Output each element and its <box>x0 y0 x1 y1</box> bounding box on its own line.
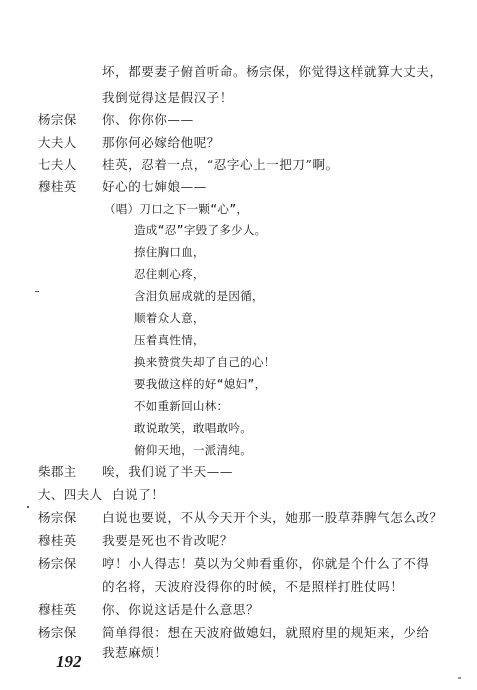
continued-line-2: 我倒觉得这是假汉子！ <box>102 90 234 105</box>
scan-speck <box>27 506 29 508</box>
song-verse: 俯仰天地，一派清纯。 <box>134 443 252 457</box>
dialogue-text: 那你何必嫁给他呢？ <box>102 135 220 150</box>
speaker-mu-guiying: 穆桂英 <box>38 602 77 617</box>
song-cue: （唱）刀口之下一颗“心”， <box>104 202 249 216</box>
speaker-chai-junzhu: 柴郡主 <box>38 464 77 479</box>
scan-speck <box>458 677 461 679</box>
dialogue-text-continued: 的名将，天波府没得你的时候，不是照样打胜仗吗！ <box>102 579 404 594</box>
dialogue-text: 白说了！ <box>112 487 165 502</box>
song-verse: 要我做这样的好“媳妇”， <box>134 377 267 391</box>
dialogue-text: 你、你你你—— <box>102 112 194 127</box>
song-verse: 忍住刺心疼， <box>134 267 205 281</box>
song-verse: 压着真性情， <box>134 333 205 347</box>
dialogue-text: 我要是死也不肯改呢？ <box>102 533 234 548</box>
speaker-yang-zongbao: 杨宗保 <box>38 510 77 525</box>
page-number: 192 <box>56 652 82 671</box>
song-verse: 顺着众人意， <box>134 311 205 325</box>
dialogue-text-continued: 我惹麻烦！ <box>102 645 168 660</box>
song-verse: 造成“忍”字毁了多少人。 <box>134 223 267 237</box>
dialogue-text: 好心的七婶娘—— <box>102 179 207 194</box>
dialogue-text: 白说也要说，不从今天开个头，她那一股草莽脾气怎么改？ <box>102 510 443 525</box>
dialogue-text: 哼！小人得志！莫以为父帅看重你，你就是个什么了不得 <box>102 556 430 571</box>
song-verse: 换来赞赏失却了自己的心！ <box>134 355 276 369</box>
continued-line-1: 坏，都要妻子俯首听命。杨宗保，你觉得这样就算大丈夫， <box>102 64 443 79</box>
song-verse: 不如重新回山林： <box>134 399 229 413</box>
song-verse: 捺住胸口血， <box>134 245 205 259</box>
dialogue-text: 桂英，忍着一点，“忍字心上一把刀”啊。 <box>102 157 339 172</box>
speaker-mu-guiying: 穆桂英 <box>38 179 77 194</box>
speaker-yang-zongbao: 杨宗保 <box>38 556 77 571</box>
speaker-mu-guiying: 穆桂英 <box>38 533 77 548</box>
speaker-da-furen: 大夫人 <box>38 135 77 150</box>
speaker-yang-zongbao: 杨宗保 <box>38 625 77 640</box>
song-verse: 含泪负屈成就的是因循， <box>134 289 264 303</box>
dialogue-text: 你、你说这话是什么意思？ <box>102 602 260 617</box>
scan-speck <box>35 291 39 292</box>
song-verse: 敢说敢笑，敢唱敢吟。 <box>134 421 252 435</box>
speaker-qi-furen: 七夫人 <box>38 157 77 172</box>
dialogue-text: 简单得很：想在天波府做媳妇，就照府里的规矩来，少给 <box>102 625 430 640</box>
speaker-yang-zongbao: 杨宗保 <box>38 112 77 127</box>
dialogue-text: 唉，我们说了半天—— <box>102 464 234 479</box>
speaker-da-si-furen: 大、四夫人 <box>38 487 103 502</box>
